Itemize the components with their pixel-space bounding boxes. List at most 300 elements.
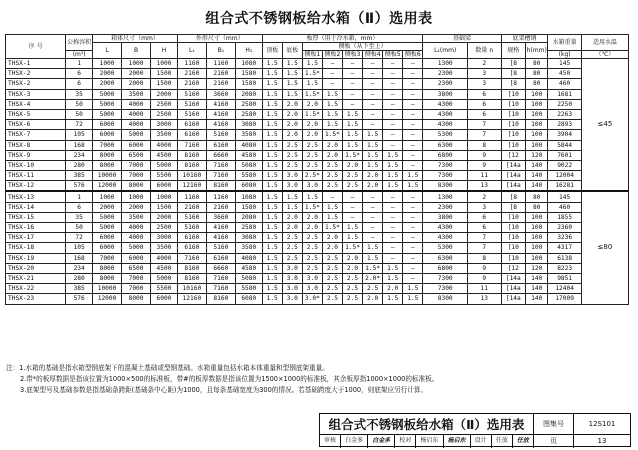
cell-weight: 12004 xyxy=(548,171,581,181)
cell-side-plate-6: — xyxy=(403,69,423,79)
cell-top-plate: 1.5 xyxy=(262,150,282,160)
table-row xyxy=(6,59,629,69)
cell-model: THSX-10 xyxy=(6,160,66,170)
cell-side-plate-1: 3.0 xyxy=(302,273,322,283)
cell-side-plate-2: 1.5 xyxy=(322,120,342,130)
cell-box-L: 5000 xyxy=(93,99,122,109)
cell-base-count: 8 xyxy=(468,253,502,263)
cell-side-plate-5: — xyxy=(383,202,403,212)
cell-side-plate-1: 2.5 xyxy=(302,263,322,273)
header-side-4: 侧板4 xyxy=(363,51,383,59)
cell-side-plate-2: 2.5 xyxy=(322,253,342,263)
cell-side-plate-2: 2.5 xyxy=(322,273,342,283)
cell-ext-B1: 6160 xyxy=(206,253,235,263)
cell-box-L: 1000 xyxy=(93,191,122,202)
header-ext-L: L₁ xyxy=(177,43,206,59)
cell-weight: 460 xyxy=(548,202,581,212)
cell-base-length: 1300 xyxy=(423,191,468,202)
page-title: 组合式不锈钢板给水箱（Ⅱ）选用表 xyxy=(205,11,433,27)
cell-side-plate-6: — xyxy=(403,233,423,243)
cell-side-plate-3: — xyxy=(342,191,362,202)
cell-side-plate-3: — xyxy=(342,202,362,212)
cell-box-B: 2000 xyxy=(122,79,151,89)
cell-bottom-plate: 2.0 xyxy=(282,120,302,130)
cell-side-plate-4: 1.5 xyxy=(363,140,383,150)
cell-top-plate: 1.5 xyxy=(262,109,282,119)
cell-model: THSX-16 xyxy=(6,223,66,233)
sign-review-signature: 白金多 xyxy=(368,435,395,448)
cell-base-length: 4300 xyxy=(423,223,468,233)
header-box-L: L xyxy=(93,43,122,59)
cell-ext-B1: 6160 xyxy=(206,140,235,150)
cell-box-L: 2000 xyxy=(93,79,122,89)
sign-design-label: 设计 xyxy=(471,435,492,448)
cell-side-plate-1: 2.5 xyxy=(302,140,322,150)
cell-side-plate-6: — xyxy=(403,89,423,99)
cell-weight: 3236 xyxy=(548,233,581,243)
cell-channel-height: 100 xyxy=(526,253,548,263)
cell-ext-H1: 4080 xyxy=(235,140,262,150)
cell-box-B: 4000 xyxy=(122,99,151,109)
cell-side-plate-5: 1.5 xyxy=(383,160,403,170)
cell-base-count: 9 xyxy=(468,160,502,170)
cell-model: THSX-7 xyxy=(6,130,66,140)
header-side-plate: 侧板（从下至上） xyxy=(302,43,423,51)
cell-side-plate-2: 2.5 xyxy=(322,263,342,273)
cell-top-plate: 1.5 xyxy=(262,59,282,69)
cell-weight: 1855 xyxy=(548,212,581,222)
cell-top-plate: 1.5 xyxy=(262,294,282,304)
cell-side-plate-3: 1.5 xyxy=(342,223,362,233)
cell-side-plate-5: 1.5 xyxy=(383,150,403,160)
cell-base-count: 6 xyxy=(468,99,502,109)
cell-channel-height: 140 xyxy=(526,284,548,294)
cell-side-plate-2: 2.5 xyxy=(322,171,342,181)
cell-model: THSX-13 xyxy=(6,191,66,202)
cell-ext-H1: 2580 xyxy=(235,223,262,233)
cell-box-L: 12000 xyxy=(93,181,122,192)
cell-side-plate-2: 2.0 xyxy=(322,243,342,253)
cell-side-plate-3: 1.5* xyxy=(342,243,362,253)
cell-channel-height: 100 xyxy=(526,109,548,119)
cell-ext-L1: 8160 xyxy=(177,263,206,273)
cell-weight: 7601 xyxy=(548,150,581,160)
cell-side-plate-3: 2.5 xyxy=(342,294,362,304)
cell-ext-H1: 4580 xyxy=(235,263,262,273)
cell-side-plate-4: — xyxy=(363,59,383,69)
cell-base-count: 13 xyxy=(468,294,502,304)
cell-ext-H1: 1580 xyxy=(235,69,262,79)
cell-ext-H1: 4580 xyxy=(235,150,262,160)
signature-row xyxy=(320,435,534,448)
sign-check-name: 杨启东 xyxy=(416,435,443,448)
header-side-3: 侧板3 xyxy=(342,51,362,59)
cell-ext-H1: 6080 xyxy=(235,181,262,192)
cell-channel-height: 100 xyxy=(526,140,548,150)
table-row xyxy=(6,150,629,160)
cell-side-plate-5: — xyxy=(383,89,403,99)
cell-base-count: 3 xyxy=(468,202,502,212)
cell-base-length: 4300 xyxy=(423,120,468,130)
cell-box-L: 6000 xyxy=(93,120,122,130)
cell-channel-height: 100 xyxy=(526,89,548,99)
cell-side-plate-5: — xyxy=(383,120,403,130)
cell-ext-L1: 5160 xyxy=(177,223,206,233)
cell-side-plate-4: — xyxy=(363,223,383,233)
cell-side-plate-6: — xyxy=(403,202,423,212)
cell-top-plate: 1.5 xyxy=(262,120,282,130)
cell-channel-spec: [14a xyxy=(501,284,526,294)
cell-ext-L1: 6160 xyxy=(177,120,206,130)
cell-side-plate-5: — xyxy=(383,212,403,222)
cell-bottom-plate: 1.5 xyxy=(282,79,302,89)
cell-side-plate-5: — xyxy=(383,59,403,69)
sign-review-name: 白金多 xyxy=(341,435,368,448)
cell-ext-B1: 8160 xyxy=(206,181,235,192)
cell-side-plate-6: — xyxy=(403,130,423,140)
header-plate: 板厚（用于冷水箱，mm） xyxy=(262,35,423,43)
cell-side-plate-2: 2.5 xyxy=(322,294,342,304)
cell-ext-H1: 4080 xyxy=(235,253,262,263)
cell-side-plate-5: 1.5 xyxy=(383,263,403,273)
cell-side-plate-5: 1.5 xyxy=(383,181,403,192)
cell-base-length: 5300 xyxy=(423,130,468,140)
table-row xyxy=(6,140,629,150)
note-2: 2.带*的板厚数据是指该位置为1000×500的标准板，带#的板厚数据是指该位置为1500×1000的标准板，其余板厚指1000×1000的标准板。 xyxy=(20,375,439,383)
cell-ext-B1: 6660 xyxy=(206,150,235,160)
header-side-5: 侧板5 xyxy=(383,51,403,59)
cell-base-count: 7 xyxy=(468,130,502,140)
cell-base-length: 4300 xyxy=(423,233,468,243)
cell-side-plate-1: 1.5* xyxy=(302,202,322,212)
cell-side-plate-6: — xyxy=(403,253,423,263)
header-ext-B: B₁ xyxy=(206,43,235,59)
cell-ext-L1: 2160 xyxy=(177,79,206,89)
cell-model: THSX-5 xyxy=(6,109,66,119)
table-row xyxy=(6,69,629,79)
cell-box-B: 6000 xyxy=(122,140,151,150)
cell-channel-spec: [10 xyxy=(501,109,526,119)
header-bottom-plate: 底板 xyxy=(282,43,302,59)
cell-channel-spec: [10 xyxy=(501,140,526,150)
cell-ext-H1: 6080 xyxy=(235,294,262,304)
cell-side-plate-3: — xyxy=(342,59,362,69)
table-row xyxy=(6,253,629,263)
temp-group-45: ≤45 xyxy=(581,59,628,192)
cell-channel-spec: [12 xyxy=(501,150,526,160)
cell-channel-spec: [8 xyxy=(501,202,526,212)
cell-ext-L1: 6160 xyxy=(177,243,206,253)
header-channel-h: h(mm) xyxy=(526,43,548,59)
cell-box-B: 4000 xyxy=(122,120,151,130)
cell-ext-B1: 1160 xyxy=(206,59,235,69)
cell-top-plate: 1.5 xyxy=(262,243,282,253)
cell-box-L: 5000 xyxy=(93,89,122,99)
cell-box-H: 4500 xyxy=(151,263,178,273)
cell-box-L: 6000 xyxy=(93,233,122,243)
cell-side-plate-2: 2.5 xyxy=(322,160,342,170)
cell-base-length: 3800 xyxy=(423,89,468,99)
cell-side-plate-1: 2.0 xyxy=(302,99,322,109)
cell-volume: 1 xyxy=(66,191,93,202)
cell-weight: 460 xyxy=(548,79,581,89)
cell-side-plate-6: — xyxy=(403,79,423,89)
cell-side-plate-4: — xyxy=(363,202,383,212)
cell-side-plate-2: 1.5* xyxy=(322,130,342,140)
cell-model: THSX-17 xyxy=(6,233,66,243)
cell-side-plate-1: 3.0 xyxy=(302,181,322,192)
cell-ext-B1: 4160 xyxy=(206,223,235,233)
header-channel-spec: 规格 xyxy=(501,43,526,59)
cell-base-count: 3 xyxy=(468,79,502,89)
cell-bottom-plate: 2.0 xyxy=(282,223,302,233)
cell-ext-B1: 3660 xyxy=(206,212,235,222)
cell-model: THSX-1 xyxy=(6,59,66,69)
cell-ext-L1: 5160 xyxy=(177,109,206,119)
cell-side-plate-4: 1.5* xyxy=(363,263,383,273)
table-row xyxy=(6,120,629,130)
cell-volume: 385 xyxy=(66,284,93,294)
cell-side-plate-4: 1.5 xyxy=(363,253,383,263)
table-row xyxy=(6,79,629,89)
cell-side-plate-5: — xyxy=(383,140,403,150)
cell-box-L: 2000 xyxy=(93,202,122,212)
cell-base-count: 11 xyxy=(468,284,502,294)
cell-side-plate-4: — xyxy=(363,79,383,89)
cell-base-length: 7300 xyxy=(423,171,468,181)
cell-weight: 12404 xyxy=(548,284,581,294)
cell-side-plate-6: — xyxy=(403,140,423,150)
cell-volume: 576 xyxy=(66,181,93,192)
cell-box-B: 5000 xyxy=(122,130,151,140)
cell-box-H: 5000 xyxy=(151,160,178,170)
cell-side-plate-6: — xyxy=(403,273,423,283)
cell-side-plate-3: — xyxy=(342,89,362,99)
cell-side-plate-4: — xyxy=(363,69,383,79)
cell-box-L: 6000 xyxy=(93,243,122,253)
cell-top-plate: 1.5 xyxy=(262,130,282,140)
table-row xyxy=(6,99,629,109)
cell-base-count: 9 xyxy=(468,150,502,160)
cell-box-L: 8000 xyxy=(93,263,122,273)
cell-side-plate-5: — xyxy=(383,130,403,140)
cell-side-plate-4: 2.0 xyxy=(363,181,383,192)
cell-ext-L1: 6160 xyxy=(177,233,206,243)
cell-box-B: 3500 xyxy=(122,89,151,99)
cell-volume: 50 xyxy=(66,109,93,119)
cell-weight: 2893 xyxy=(548,120,581,130)
cell-channel-height: 80 xyxy=(526,59,548,69)
page-label: 页 xyxy=(534,435,574,448)
header-ext-H: H₁ xyxy=(235,43,262,59)
cell-channel-spec: [10 xyxy=(501,253,526,263)
cell-channel-height: 100 xyxy=(526,223,548,233)
cell-weight: 5844 xyxy=(548,140,581,150)
cell-box-H: 2500 xyxy=(151,109,178,119)
table-row xyxy=(6,273,629,283)
cell-ext-L1: 2160 xyxy=(177,202,206,212)
cell-ext-B1: 4160 xyxy=(206,99,235,109)
cell-channel-spec: [8 xyxy=(501,59,526,69)
cell-side-plate-6: — xyxy=(403,263,423,273)
cell-base-length: 6300 xyxy=(423,253,468,263)
cell-model: THSX-4 xyxy=(6,99,66,109)
table-row xyxy=(6,212,629,222)
cell-weight: 2250 xyxy=(548,99,581,109)
cell-side-plate-4: 2.0* xyxy=(363,273,383,283)
cell-channel-spec: [14a xyxy=(501,181,526,192)
cell-base-count: 6 xyxy=(468,223,502,233)
cell-base-count: 2 xyxy=(468,59,502,69)
cell-side-plate-2: — xyxy=(322,191,342,202)
cell-channel-height: 100 xyxy=(526,130,548,140)
cell-bottom-plate: 2.5 xyxy=(282,140,302,150)
cell-ext-L1: 1160 xyxy=(177,59,206,69)
cell-side-plate-1: 1.5* xyxy=(302,89,322,99)
cell-base-count: 13 xyxy=(468,181,502,192)
cell-box-H: 1500 xyxy=(151,202,178,212)
cell-top-plate: 1.5 xyxy=(262,89,282,99)
table-row xyxy=(6,181,629,192)
cell-box-H: 4500 xyxy=(151,150,178,160)
cell-box-B: 1000 xyxy=(122,59,151,69)
cell-side-plate-4: 1.5 xyxy=(363,130,383,140)
cell-model: THSX-11 xyxy=(6,171,66,181)
cell-box-B: 7000 xyxy=(122,160,151,170)
cell-side-plate-2: 2.0 xyxy=(322,140,342,150)
table-row xyxy=(6,233,629,243)
cell-side-plate-6: 1.5 xyxy=(403,284,423,294)
cell-ext-B1: 4160 xyxy=(206,233,235,243)
cell-volume: 72 xyxy=(66,120,93,130)
cell-ext-H1: 1080 xyxy=(235,59,262,69)
cell-box-H: 6000 xyxy=(151,294,178,304)
cell-box-L: 8000 xyxy=(93,273,122,283)
cell-channel-height: 140 xyxy=(526,273,548,283)
cell-volume: 35 xyxy=(66,89,93,99)
cell-model: THSX-2 xyxy=(6,79,66,89)
cell-base-length: 2300 xyxy=(423,202,468,212)
cell-ext-H1: 5580 xyxy=(235,171,262,181)
cell-ext-B1: 6660 xyxy=(206,263,235,273)
cell-ext-H1: 2580 xyxy=(235,109,262,119)
cell-channel-height: 100 xyxy=(526,212,548,222)
cell-bottom-plate: 1.5 xyxy=(282,191,302,202)
cell-box-L: 7000 xyxy=(93,140,122,150)
cell-channel-spec: [8 xyxy=(501,79,526,89)
cell-base-length: 7300 xyxy=(423,273,468,283)
cell-base-length: 8300 xyxy=(423,181,468,192)
cell-box-B: 4000 xyxy=(122,109,151,119)
cell-channel-spec: [10 xyxy=(501,99,526,109)
cell-volume: 50 xyxy=(66,99,93,109)
cell-base-length: 1300 xyxy=(423,59,468,69)
cell-volume: 6 xyxy=(66,79,93,89)
cell-channel-height: 140 xyxy=(526,294,548,304)
cell-side-plate-5: — xyxy=(383,253,403,263)
table-row xyxy=(6,160,629,170)
atlas-number: 12S101 xyxy=(574,414,630,435)
cell-ext-H1: 1580 xyxy=(235,202,262,212)
cell-ext-L1: 7160 xyxy=(177,140,206,150)
cell-channel-height: 140 xyxy=(526,160,548,170)
cell-box-H: 6000 xyxy=(151,181,178,192)
cell-model: THSX-12 xyxy=(6,181,66,192)
header-nominal: 公称容积 xyxy=(66,35,93,51)
cell-base-length: 3800 xyxy=(423,212,468,222)
cell-side-plate-4: — xyxy=(363,233,383,243)
cell-side-plate-2: 1.5 xyxy=(322,109,342,119)
cell-base-count: 7 xyxy=(468,233,502,243)
cell-channel-spec: [8 xyxy=(501,69,526,79)
cell-bottom-plate: 2.5 xyxy=(282,233,302,243)
cell-box-B: 6500 xyxy=(122,150,151,160)
cell-bottom-plate: 2.5 xyxy=(282,150,302,160)
cell-side-plate-5: — xyxy=(383,79,403,89)
cell-bottom-plate: 2.5 xyxy=(282,253,302,263)
cell-box-B: 8000 xyxy=(122,181,151,192)
cell-volume: 280 xyxy=(66,273,93,283)
cell-side-plate-1: 1.5 xyxy=(302,191,322,202)
cell-side-plate-6: 1.5 xyxy=(403,294,423,304)
cell-box-B: 1000 xyxy=(122,191,151,202)
cell-box-L: 12000 xyxy=(93,294,122,304)
cell-channel-spec: [14a xyxy=(501,294,526,304)
cell-box-H: 2500 xyxy=(151,223,178,233)
cell-ext-L1: 7160 xyxy=(177,253,206,263)
cell-side-plate-3: 1.5 xyxy=(342,140,362,150)
cell-side-plate-1: 2.0 xyxy=(302,130,322,140)
cell-side-plate-1: 2.0 xyxy=(302,223,322,233)
cell-channel-spec: [14a xyxy=(501,273,526,283)
note-1: 注：1.水箱的基础是指水箱型钢底架下的混凝土基础或型钢基础。水箱重量包括水箱本体重量和型钢底架重量。 xyxy=(6,364,329,372)
cell-side-plate-2: 2.5 xyxy=(322,181,342,192)
cell-box-H: 1000 xyxy=(151,191,178,202)
cell-side-plate-4: 2.0 xyxy=(363,294,383,304)
cell-top-plate: 1.5 xyxy=(262,202,282,212)
cell-channel-height: 80 xyxy=(526,202,548,212)
table-row xyxy=(6,263,629,273)
cell-ext-L1: 12160 xyxy=(177,181,206,192)
cell-model: THSX-14 xyxy=(6,202,66,212)
cell-model: THSX-22 xyxy=(6,284,66,294)
header-top-plate: 顶板 xyxy=(262,43,282,59)
cell-ext-L1: 10160 xyxy=(177,171,206,181)
cell-ext-B1: 7160 xyxy=(206,171,235,181)
cell-weight: 450 xyxy=(548,69,581,79)
cell-model: THSX-3 xyxy=(6,89,66,99)
cell-box-B: 4000 xyxy=(122,233,151,243)
cell-top-plate: 1.5 xyxy=(262,212,282,222)
cell-box-L: 10000 xyxy=(93,284,122,294)
cell-side-plate-3: 2.5 xyxy=(342,181,362,192)
cell-weight: 2360 xyxy=(548,223,581,233)
cell-volume: 168 xyxy=(66,140,93,150)
title-block-name: 组合式不锈钢板给水箱（Ⅱ）选用表 xyxy=(320,414,534,435)
cell-base-length: 2300 xyxy=(423,79,468,89)
cell-channel-spec: [10 xyxy=(501,89,526,99)
cell-box-H: 3000 xyxy=(151,120,178,130)
cell-side-plate-5: 2.0 xyxy=(383,284,403,294)
header-side-2: 侧板2 xyxy=(322,51,342,59)
cell-side-plate-4: — xyxy=(363,212,383,222)
cell-top-plate: 1.5 xyxy=(262,140,282,150)
table-row xyxy=(6,243,629,253)
header-box-H: H xyxy=(151,43,178,59)
header-base-n: 数量 n xyxy=(468,43,502,59)
header-side-1: 侧板1 xyxy=(302,51,322,59)
cell-ext-H1: 3080 xyxy=(235,233,262,243)
